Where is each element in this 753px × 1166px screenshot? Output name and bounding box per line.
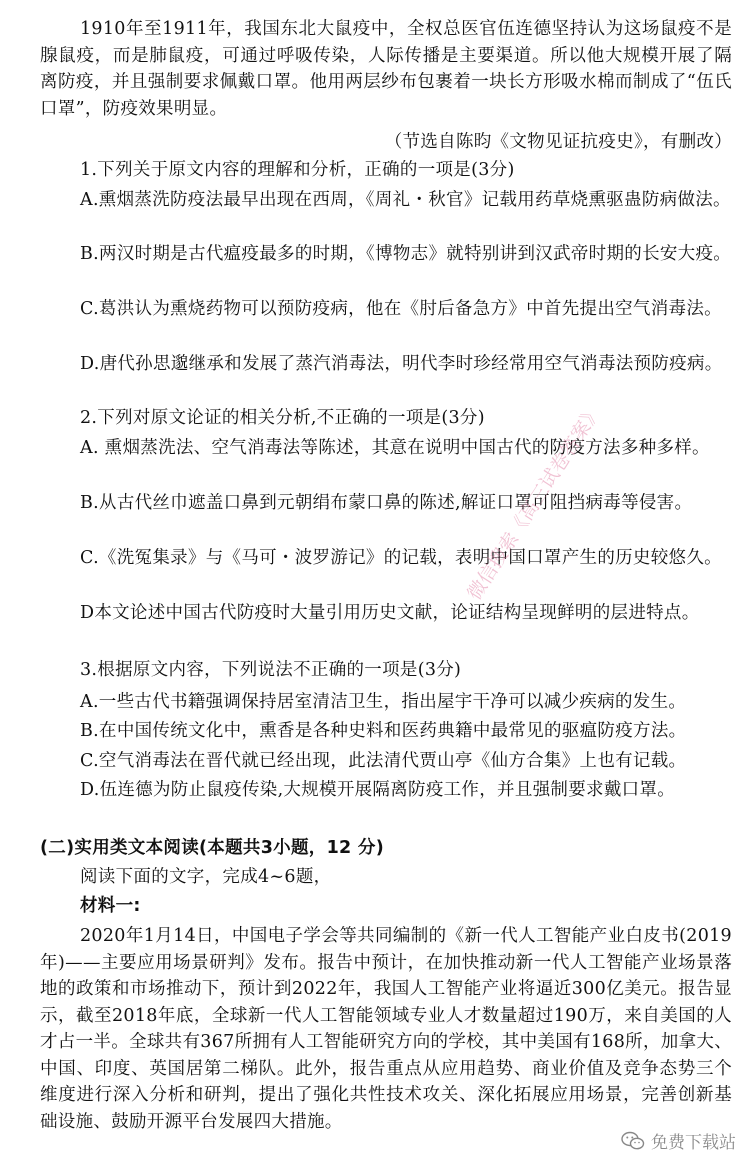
- question-1-option-b: B.两汉时期是古代瘟疫最多的时期，《博物志》就特别讲到汉武帝时期的长安大疫。: [80, 244, 732, 264]
- question-2-option-d: D本文论述中国古代防疫时大量引用历史文献，论证结构呈现鲜明的层进特点。: [80, 603, 700, 623]
- wechat-icon: [621, 1131, 645, 1151]
- question-2-stem: 2.下列对原文论证的相关分析,不正确的一项是(3分): [80, 408, 485, 428]
- material-paragraph: 2020年1月14日，中国电子学会等共同编制的《新一代人工智能产业白皮书(2019年)——主要应用场景研判》发布。报告中预计，在加快推动新一代人工智能产业场景落地的政策和市场推动下，预计到2022年，我国人工智能产业将逼近300亿美元。报告显示，截至2018年底，全球新一代人工智能领域专业人才数量超过190万，来自美国的人才占一半。全球共有367所拥有人工智能研究方向的学校，其中美国有168所，加拿大、中国、印度、英国居第二梯队。此外，报告重点从应用趋势、商业价值及竞争态势三个维度进行深入分析和研判，提出了强化共性技术攻关、深化拓展应用场景，完善创新基础设施、鼓励开源平台发展四大措施。: [40, 926, 732, 1132]
- question-3-option-a: A.一些古代书籍强调保持居室清洁卫生，指出屋宇干净可以减少疾病的发生。: [80, 692, 687, 712]
- section-instruction: 阅读下面的文字，完成4~6题，: [80, 867, 332, 887]
- passage-source: （节选自陈昀《文物见证抗疫史》，有删改）: [384, 132, 732, 152]
- question-2-option-b: B.从古代丝巾遮盖口鼻到元朝绢布蒙口鼻的陈述,解证口罩可阻挡病毒等侵害。: [80, 493, 693, 513]
- question-2-option-c: C.《洗冤集录》与《马可・波罗游记》的记载，表明中国口罩产生的历史较悠久。: [80, 548, 722, 568]
- wechat-badge-label: 免费下载站: [651, 1133, 736, 1153]
- passage-paragraph: 1910年至1911年，我国东北大鼠疫中，全权总医官伍连德坚持认为这场鼠疫不是腺鼠疫，而是肺鼠疫，可通过呼吸传染，人际传播是主要渠道。所以他大规模开展了隔离防疫，并且强制要求佩戴口罩。他用两层纱布包裹着一块长方形吸水棉而制成了“伍氏口罩”，防疫效果明显。: [40, 19, 732, 119]
- question-1-option-c: C.葛洪认为熏烧药物可以预防疫病，他在《肘后备急方》中首先提出空气消毒法。: [80, 299, 722, 319]
- section-heading: (二)实用类文本阅读(本题共3小题，12 分): [40, 838, 385, 858]
- watermark: 微信搜索《高三试卷答案》: [463, 400, 606, 605]
- question-1-option-a: A.熏烟蒸洗防疫法最早出现在西周，《周礼・秋官》记载用药草烧熏驱蛊防病做法。: [80, 190, 731, 210]
- question-1-option-d: D.唐代孙思邈继承和发展了蒸汽消毒法，明代李时珍经常用空气消毒法预防疫病。: [80, 354, 723, 374]
- question-2-option-a: A. 熏烟蒸洗法、空气消毒法等陈述，其意在说明中国古代的防疫方法多种多样。: [80, 438, 710, 458]
- question-3-option-b: B.在中国传统文化中，熏香是各种史料和医药典籍中最常见的驱瘟防疫方法。: [80, 721, 687, 741]
- question-1-stem: 1.下列关于原文内容的理解和分析，正确的一项是(3分): [80, 160, 515, 180]
- material-label: 材料一:: [80, 896, 141, 916]
- question-3-option-d: D.伍连德为防止鼠疫传染,大规模开展隔离防疫工作，并且强制要求戴口罩。: [80, 780, 676, 800]
- wechat-badge: [618, 1127, 739, 1154]
- question-3-option-c: C.空气消毒法在晋代就已经出现，此法清代贾山亭《仙方合集》上也有记载。: [80, 751, 687, 771]
- question-3-stem: 3.根据原文内容，下列说法不正确的一项是(3分): [80, 660, 462, 680]
